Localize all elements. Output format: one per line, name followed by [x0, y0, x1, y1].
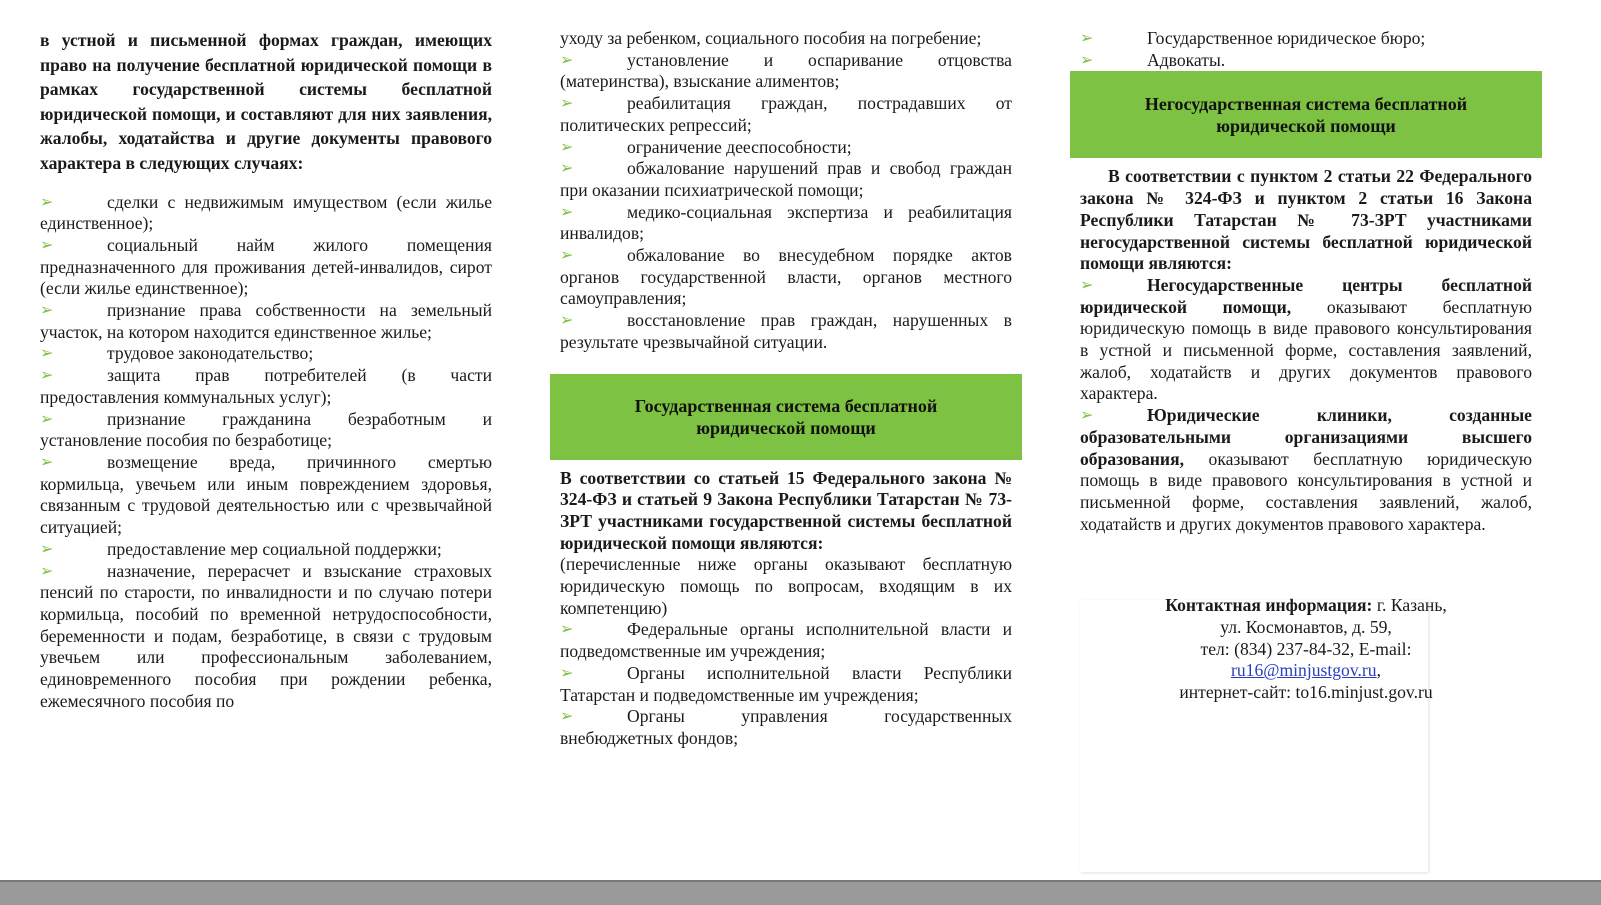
list-item-text: обжалование во внесудебном порядке актов органов государственной власти, органов местного самоуправления;	[560, 245, 1012, 309]
list-item-text: оказывают бесплатную юридическую помощь в виде правового консультирования в устной и письменной форме, составления заявлений, жалоб, ходатайств и других документов правового характера.	[1080, 296, 1532, 404]
arrow-bullet-icon: ➢	[560, 95, 574, 113]
list-item-text: признание гражданина безработным и установление пособия по безработице;	[40, 408, 492, 451]
arrow-bullet-icon: ➢	[560, 708, 574, 726]
list-item	[560, 137, 1012, 159]
contact-city: г. Казань,	[1372, 595, 1447, 616]
list-item-text: трудовое законодательство;	[107, 343, 314, 364]
case-list-continued	[560, 50, 1012, 354]
list-item-text: назначение, перерасчет и взыскание страховых пенсий по старости, по инвалидности и по случаю потери кормильца, пособий по временной нетрудоспособности, беременности и подам, безработице, в связи с трудовым увечьем или профессиональным заболеванием, единовременного пособия при рождении ребенка, ежемесячного пособия по	[40, 560, 492, 711]
list-item-text: оказывают бесплатную юридическую помощь в виде правового консультирования в устной и письменной форме, составления заявлений, жалоб, ходатайств и других документов правового характера.	[1080, 448, 1532, 534]
list-item-text: Органы управления государственных внебюджетных фондов;	[560, 706, 1012, 748]
arrow-bullet-icon: ➢	[40, 236, 54, 254]
nonstate-system-heading	[1070, 71, 1542, 158]
nonstate-participants-list	[1080, 275, 1532, 535]
list-item	[560, 619, 1012, 662]
column-2	[560, 28, 1012, 750]
nonstate-system-title: Негосударственная система бесплатной юридической помощи	[1144, 93, 1468, 136]
arrow-bullet-icon: ➢	[40, 193, 54, 211]
list-item-text: реабилитация граждан, пострадавших от политических репрессий;	[560, 93, 1012, 135]
arrow-bullet-icon: ➢	[560, 51, 574, 69]
column-3	[1080, 28, 1532, 704]
list-item	[560, 158, 1012, 201]
list-item-title: Юридические клиники, созданные образовательными организациями высшего образования,	[1080, 405, 1532, 469]
list-item	[40, 539, 492, 561]
state-system-title: Государственная система бесплатной юридической помощи	[634, 395, 938, 438]
list-item-text: обжалование нарушений прав и свобод граждан при оказании психиатрической помощи;	[560, 158, 1012, 200]
arrow-bullet-icon: ➢	[40, 562, 54, 580]
contact-label: Контактная информация:	[1165, 595, 1373, 616]
list-item	[40, 235, 492, 300]
list-item	[40, 365, 492, 408]
intro-text: в устной и письменной формах граждан, имеющих право на получение бесплатной юридической помощи в рамках государственной системы бесплатной юридической помощи, и составляют для них заявления, жалобы, ходатайства и другие документы правового характера в следующих случаях:	[40, 30, 492, 173]
list-item-text: ограничение дееспособности;	[627, 136, 852, 157]
list-item-text: Федеральные органы исполнительной власти и подведомственные им учреждения;	[560, 619, 1012, 662]
column-1	[40, 28, 492, 712]
arrow-bullet-icon: ➢	[560, 312, 574, 330]
list-item	[560, 93, 1012, 136]
arrow-bullet-icon: ➢	[560, 621, 574, 639]
nonstate-system-intro: В соответствии с пунктом 2 статьи 22 Федерального закона № 324-ФЗ и пунктом 2 статьи 16 Закона Республики Татарстан № 73-ЗРТ участниками негосударственной системы бесплатной юридической помощи являются:	[1080, 166, 1532, 274]
list-item	[40, 192, 492, 235]
contact-address: ул. Космонавтов, д. 59,	[1220, 617, 1392, 638]
list-item-text: восстановление прав граждан, нарушенных в результате чрезвычайной ситуации.	[560, 310, 1012, 352]
arrow-bullet-icon: ➢	[560, 160, 574, 178]
contact-phone: тел: (834) 237-84-32, E-mail:	[1200, 638, 1412, 659]
bottom-bar	[0, 880, 1601, 905]
list-item-text: предоставление мер социальной поддержки;	[107, 538, 442, 559]
list-item-title: Негосударственные центры бесплатной юридической помощи,	[1080, 274, 1532, 317]
list-item	[560, 663, 1012, 706]
list-item-text: защита прав потребителей (в части предоставления коммунальных услуг);	[40, 365, 492, 407]
arrow-bullet-icon: ➢	[40, 410, 54, 428]
list-item-text: признание права собственности на земельный участок, на котором находится единственное жилье;	[40, 300, 492, 342]
arrow-bullet-icon: ➢	[40, 540, 54, 558]
list-item	[40, 409, 492, 452]
arrow-bullet-icon: ➢	[1080, 30, 1094, 47]
list-item-text: социальный найм жилого помещения предназначенного для проживания детей-инвалидов, сирот (если жилье единственное);	[40, 234, 492, 299]
arrow-bullet-icon: ➢	[1080, 51, 1094, 69]
state-participants-list-continued	[1080, 28, 1532, 71]
list-item-text: Органы исполнительной власти Республики Татарстан и подведомственные им учреждения;	[560, 662, 1012, 705]
state-system-intro: В соответствии со статьей 15 Федерального закона № 324-ФЗ и статьей 9 Закона Республики Татарстан № 73-ЗРТ участниками государственной системы бесплатной юридической помощи являются:	[560, 467, 1012, 553]
list-item	[1080, 28, 1532, 50]
list-item	[560, 202, 1012, 245]
arrow-bullet-icon: ➢	[560, 664, 574, 682]
email-link[interactable]: ru16@minjustgov.ru	[1231, 660, 1377, 681]
arrow-bullet-icon: ➢	[40, 345, 54, 363]
list-item	[40, 561, 492, 713]
arrow-bullet-icon: ➢	[1080, 407, 1094, 425]
list-item-text: Адвокаты.	[1147, 49, 1226, 70]
list-item-text: установление и оспаривание отцовства (материнства), взыскание алиментов;	[560, 49, 1012, 92]
list-item	[560, 245, 1012, 310]
list-item	[560, 50, 1012, 93]
list-item-text: медико-социальная экспертиза и реабилитация инвалидов;	[560, 201, 1012, 244]
arrow-bullet-icon: ➢	[560, 247, 574, 265]
list-item-text: сделки с недвижимым имуществом (если жилье единственное);	[40, 191, 492, 234]
list-item	[40, 300, 492, 343]
email-suffix: ,	[1376, 660, 1381, 681]
list-item-text: Государственное юридическое бюро;	[1147, 28, 1426, 48]
arrow-bullet-icon: ➢	[560, 138, 574, 156]
list-item	[40, 343, 492, 365]
arrow-bullet-icon: ➢	[560, 203, 574, 221]
arrow-bullet-icon: ➢	[40, 302, 54, 320]
list-item	[560, 310, 1012, 353]
contact-info	[1080, 595, 1532, 704]
state-system-note: (перечисленные ниже органы оказывают бесплатную юридическую помощь по вопросам, входящим в их компетенцию)	[560, 554, 1012, 618]
contact-website: интернет-сайт: to16.minjust.gov.ru	[1179, 682, 1433, 703]
state-system-heading	[550, 374, 1022, 460]
continuation-text: уходу за ребенком, социального пособия на погребение;	[560, 28, 982, 48]
list-item	[560, 706, 1012, 749]
list-item	[1080, 50, 1532, 72]
list-item	[1080, 275, 1532, 405]
case-list	[40, 192, 492, 713]
arrow-bullet-icon: ➢	[40, 367, 54, 385]
arrow-bullet-icon: ➢	[1080, 276, 1094, 294]
list-item	[1080, 405, 1532, 535]
arrow-bullet-icon: ➢	[40, 454, 54, 471]
state-participants-list	[560, 619, 1012, 749]
list-item	[40, 452, 492, 539]
list-item-text: возмещение вреда, причинного смертью кормильца, увечьем или иным повреждением здоровья, связанным с трудовой деятельностью или с чрезвычайной ситуацией;	[40, 452, 492, 538]
